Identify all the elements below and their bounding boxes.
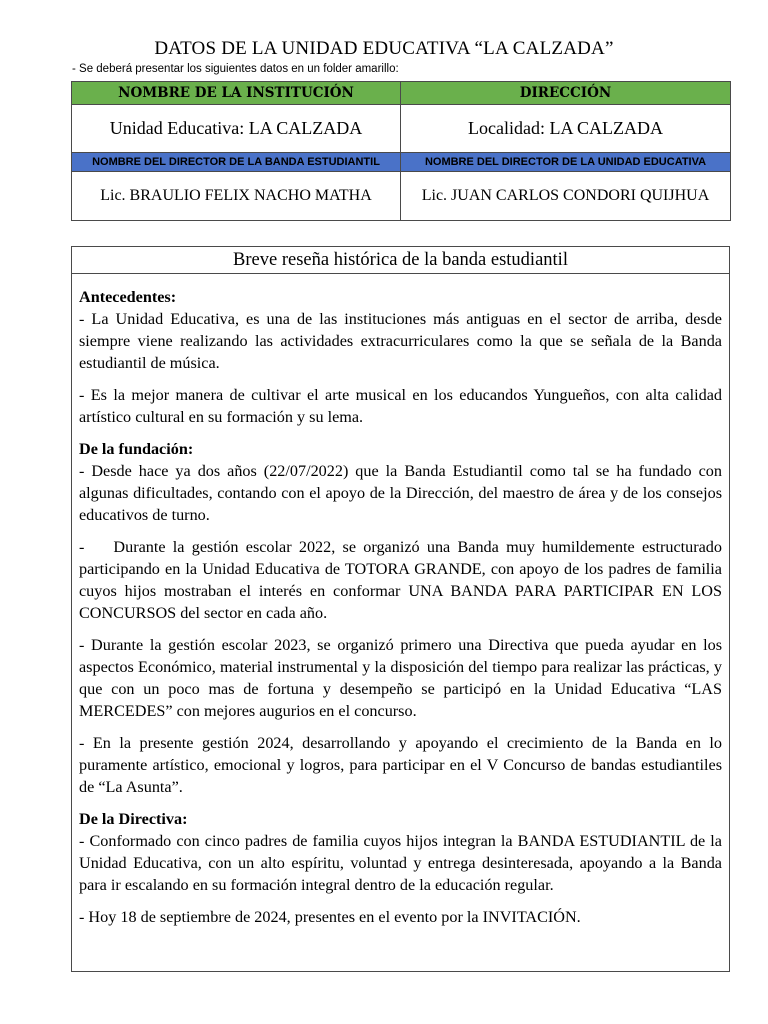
fundacion-paragraph-1: - Desde hace ya dos años (22/07/2022) que la Banda Estudiantil como tal se ha fundado con algunas dificultades, contando con el apoyo de la Dirección, del maestro de área y de los consejos educativos de turno. xyxy=(79,462,722,524)
band-director-name: Lic. BRAULIO FELIX NACHO MATHA xyxy=(72,172,401,221)
director-header-row xyxy=(72,153,731,172)
school-director-name: Lic. JUAN CARLOS CONDORI QUIJHUA xyxy=(401,172,731,221)
directiva-heading: De la Directiva: xyxy=(79,810,188,828)
antecedentes-paragraph-2: - Es la mejor manera de cultivar el arte musical en los educandos Yungueños, con alta calidad artístico cultural en su formación y su lema. xyxy=(79,386,722,426)
header-address: DIRECCIÓN xyxy=(401,82,731,105)
directiva-paragraph-2: - Hoy 18 de septiembre de 2024, presentes en el evento por la INVITACIÓN. xyxy=(79,908,581,926)
antecedentes-paragraph-1: - La Unidad Educativa, es una de las instituciones más antiguas en el sector de arriba, desde siempre viene realizando las actividades extracurriculares como la que se señala de la Banda estudiantil de música. xyxy=(79,310,722,372)
fundacion-paragraph-2: - Durante la gestión escolar 2022, se organizó una Banda muy humildemente estructurado participando en la Unidad Educativa de TOTORA GRANDE, con apoyo de los padres de familia cuyos hijos mostraban el interés en conformar UNA BANDA PARA PARTICIPAR EN LOS CONCURSOS del sector en cada año. xyxy=(79,538,727,622)
fundacion-heading: De la fundación: xyxy=(79,440,194,458)
info-header-row xyxy=(72,82,731,105)
institution-address: Localidad: LA CALZADA xyxy=(401,105,731,153)
directiva-paragraph-1: - Conformado con cinco padres de familia cuyos hijos integran la BANDA ESTUDIANTIL de la Unidad Educativa, con un alto espíritu, voluntad y entrega desinteresada, apoyando a la Banda para ir escalando en su formación integral dentro de la educación regular. xyxy=(79,832,722,894)
history-section xyxy=(71,246,730,972)
document-title: DATOS DE LA UNIDAD EDUCATIVA “LA CALZADA” xyxy=(154,38,614,59)
instruction-note: - Se deberá presentar los siguientes datos en un folder amarillo: xyxy=(72,63,399,75)
antecedentes-heading: Antecedentes: xyxy=(79,288,177,306)
info-value-row xyxy=(72,105,731,153)
fundacion-paragraph-3: - Durante la gestión escolar 2023, se organizó primero una Directiva que pueda ayudar en los aspectos Económico, material instrumental y la disposición del tiempo para realizar las prácticas, y que con un poco mas de fortuna y desempeño se participó en la Unidad Educativa “LAS MERCEDES” con mejores augurios en el concurso. xyxy=(79,636,722,720)
director-value-row xyxy=(72,172,731,221)
header-institution: NOMBRE DE LA INSTITUCIÓN xyxy=(72,82,401,105)
institution-name: Unidad Educativa: LA CALZADA xyxy=(72,105,401,153)
institution-info-table xyxy=(71,81,731,221)
header-school-director: NOMBRE DEL DIRECTOR DE LA UNIDAD EDUCATIVA xyxy=(401,153,731,172)
fundacion-paragraph-4: - En la presente gestión 2024, desarrollando y apoyando el crecimiento de la Banda en lo puramente artístico, emocional y logros, para participar en el V Concurso de bandas estudiantiles de “La Asunta”. xyxy=(79,734,722,796)
history-body xyxy=(72,274,729,928)
header-band-director: NOMBRE DEL DIRECTOR DE LA BANDA ESTUDIANTIL xyxy=(72,153,401,172)
history-title: Breve reseña histórica de la banda estudiantil xyxy=(72,247,729,274)
